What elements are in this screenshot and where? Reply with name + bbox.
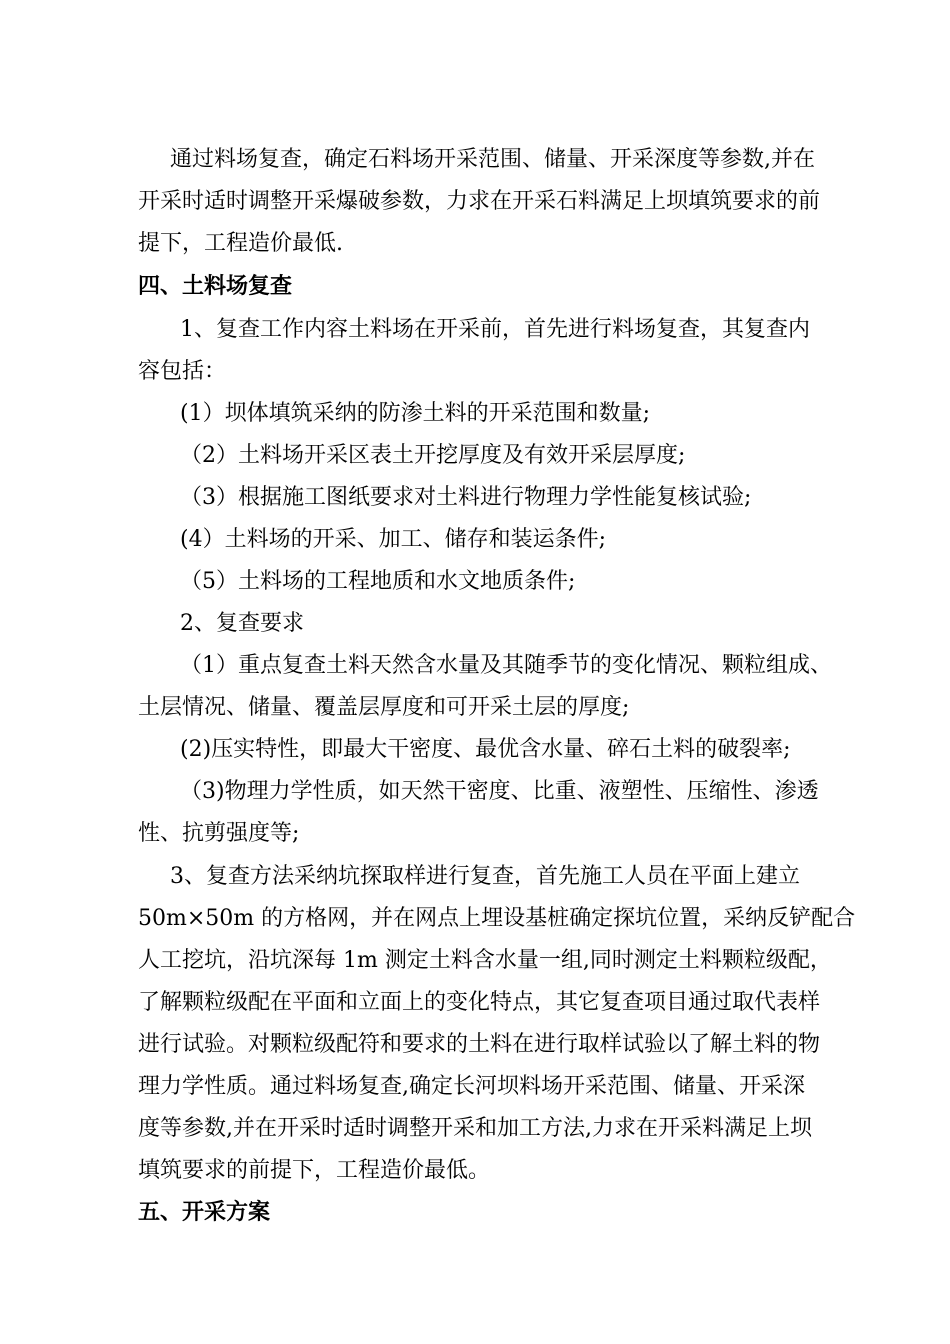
section-1-intro-line-2: 容包括： — [138, 359, 227, 384]
section-2-title: 2、复查要求 — [180, 611, 304, 636]
section-3-line-1: 3、复查方法采纳坑探取样进行复查，首先施工人员在平面上建立 — [170, 864, 800, 889]
requirement-1-line-2: 土层情况、储量、覆盖层厚度和可开采土层的厚度; — [138, 695, 630, 720]
content-item-3: （3）根据施工图纸要求对土料进行物理力学性能复核试验; — [180, 485, 752, 510]
requirement-1-line-1: （1）重点复查土料天然含水量及其随季节的变化情况、颗粒组成、 — [180, 653, 832, 678]
requirement-2: (2)压实特性，即最大干密度、最优含水量、碎石土料的破裂率; — [180, 737, 791, 762]
section-3-line-6: 理力学性质。通过料场复查,确定长河坝料场开采范围、储量、开采深 — [138, 1074, 805, 1099]
requirement-3-line-2: 性、抗剪强度等; — [138, 821, 300, 846]
section-3-line-5: 进行试验。对颗粒级配符和要求的土料在进行取样试验以了解土料的物 — [138, 1032, 821, 1057]
paragraph-1-line-3: 提下，工程造价最低. — [138, 231, 343, 256]
content-item-1: (1）坝体填筑采纳的防渗土料的开采范围和数量; — [180, 401, 650, 426]
heading-section-4: 四、土料场复查 — [138, 274, 293, 299]
section-3-line-2: 50m×50m 的方格网，并在网点上埋设基桩确定探坑位置，采纳反铲配合 — [138, 906, 856, 931]
section-3-line-7: 度等参数,并在开采时适时调整开采和加工方法,力求在开采料满足上坝 — [138, 1116, 812, 1141]
content-item-5: （5）土料场的工程地质和水文地质条件; — [180, 569, 576, 594]
section-3-line-8: 填筑要求的前提下，工程造价最低。 — [138, 1158, 491, 1183]
content-item-4: (4）土料场的开采、加工、储存和装运条件; — [180, 527, 606, 552]
paragraph-1-line-2: 开采时适时调整开采爆破参数，力求在开采石料满足上坝填筑要求的前 — [138, 189, 821, 214]
section-3-line-3: 人工挖坑，沿坑深每 1m 测定土料含水量一组,同时测定土料颗粒级配， — [138, 948, 832, 973]
requirement-3-line-1: （3)物理力学性质，如天然干密度、比重、液塑性、压缩性、渗透 — [180, 779, 819, 804]
content-item-2: （2）土料场开采区表土开挖厚度及有效开采层厚度; — [180, 443, 686, 468]
section-3-line-4: 了解颗粒级配在平面和立面上的变化特点，其它复查项目通过取代表样 — [138, 990, 821, 1015]
section-1-intro-line-1: 1、复查工作内容土料场在开采前，首先进行料场复查，其复查内 — [180, 317, 810, 342]
heading-section-5: 五、开采方案 — [138, 1200, 271, 1225]
paragraph-1-line-1: 通过料场复查，确定石料场开采范围、储量、开采深度等参数,并在 — [170, 147, 815, 172]
